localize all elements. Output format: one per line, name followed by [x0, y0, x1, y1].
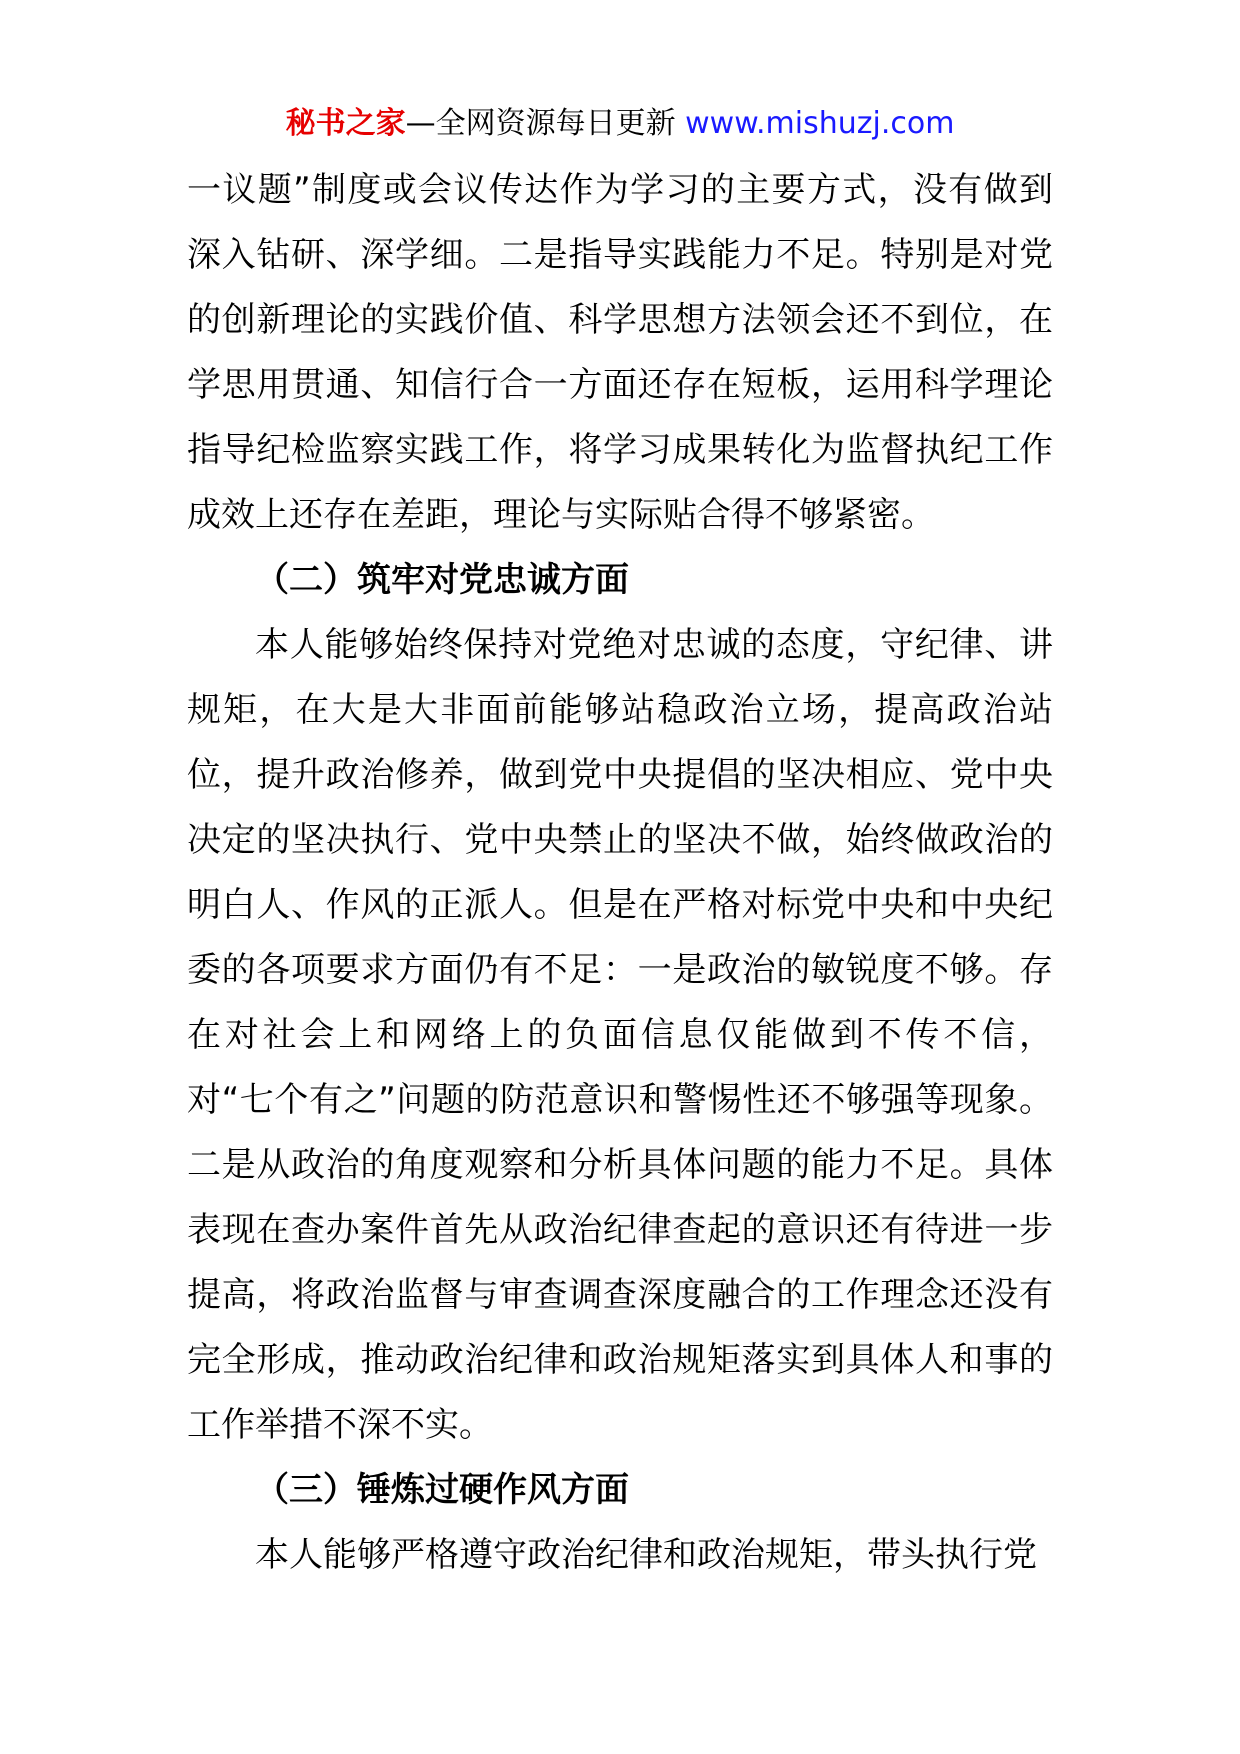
paragraph-section-2: 本人能够始终保持对党绝对忠诚的态度，守纪律、讲规矩，在大是大非面前能够站稳政治立场，提高政治站位，提升政治修养，做到党中央提倡的坚决相应、党中央决定的坚决执行、党中央禁止的坚决不做，始终做政治的明白人、作风的正派人。但是在严格对标党中央和中央纪委的各项要求方面仍有不足：一是政治的敏锐度不够。存在对社会上和网络上的负面信息仅能做到不传不信，对“七个有之”问题的防范意识和警惕性还不够强等现象。二是从政治的角度观察和分析具体问题的能力不足。具体表现在查办案件首先从政治纪律查起的意识还有待进一步提高，将政治监督与审查调查深度融合的工作理念还没有完全形成，推动政治纪律和政治规矩落实到具体人和事的工作举措不深不实。 — [187, 625, 1053, 1445]
header-brand: 秘书之家 — [285, 106, 406, 141]
page-header — [0, 100, 1240, 148]
header-url-link[interactable]: www.mishuzj.com — [685, 106, 955, 141]
header-tagline: —全网资源每日更新 — [405, 106, 686, 141]
section-heading-3: （三）锤炼过硬作风方面 — [255, 1470, 629, 1510]
paragraph-section-3: 本人能够严格遵守政治纪律和政治规矩，带头执行党 — [255, 1535, 1037, 1575]
paragraph-continued: 一议题”制度或会议传达作为学习的主要方式，没有做到深入钻研、深学细。二是指导实践能力不足。特别是对党的创新理论的实践价值、科学思想方法领会还不到位，在学思用贯通、知信行合一方面还存在短板，运用科学理论指导纪检监察实践工作，将学习成果转化为监督执纪工作成效上还存在差距，理论与实际贴合得不够紧密。 — [187, 170, 1053, 535]
document-body — [187, 158, 1053, 1588]
section-heading-2: （二）筑牢对党忠诚方面 — [255, 560, 629, 600]
